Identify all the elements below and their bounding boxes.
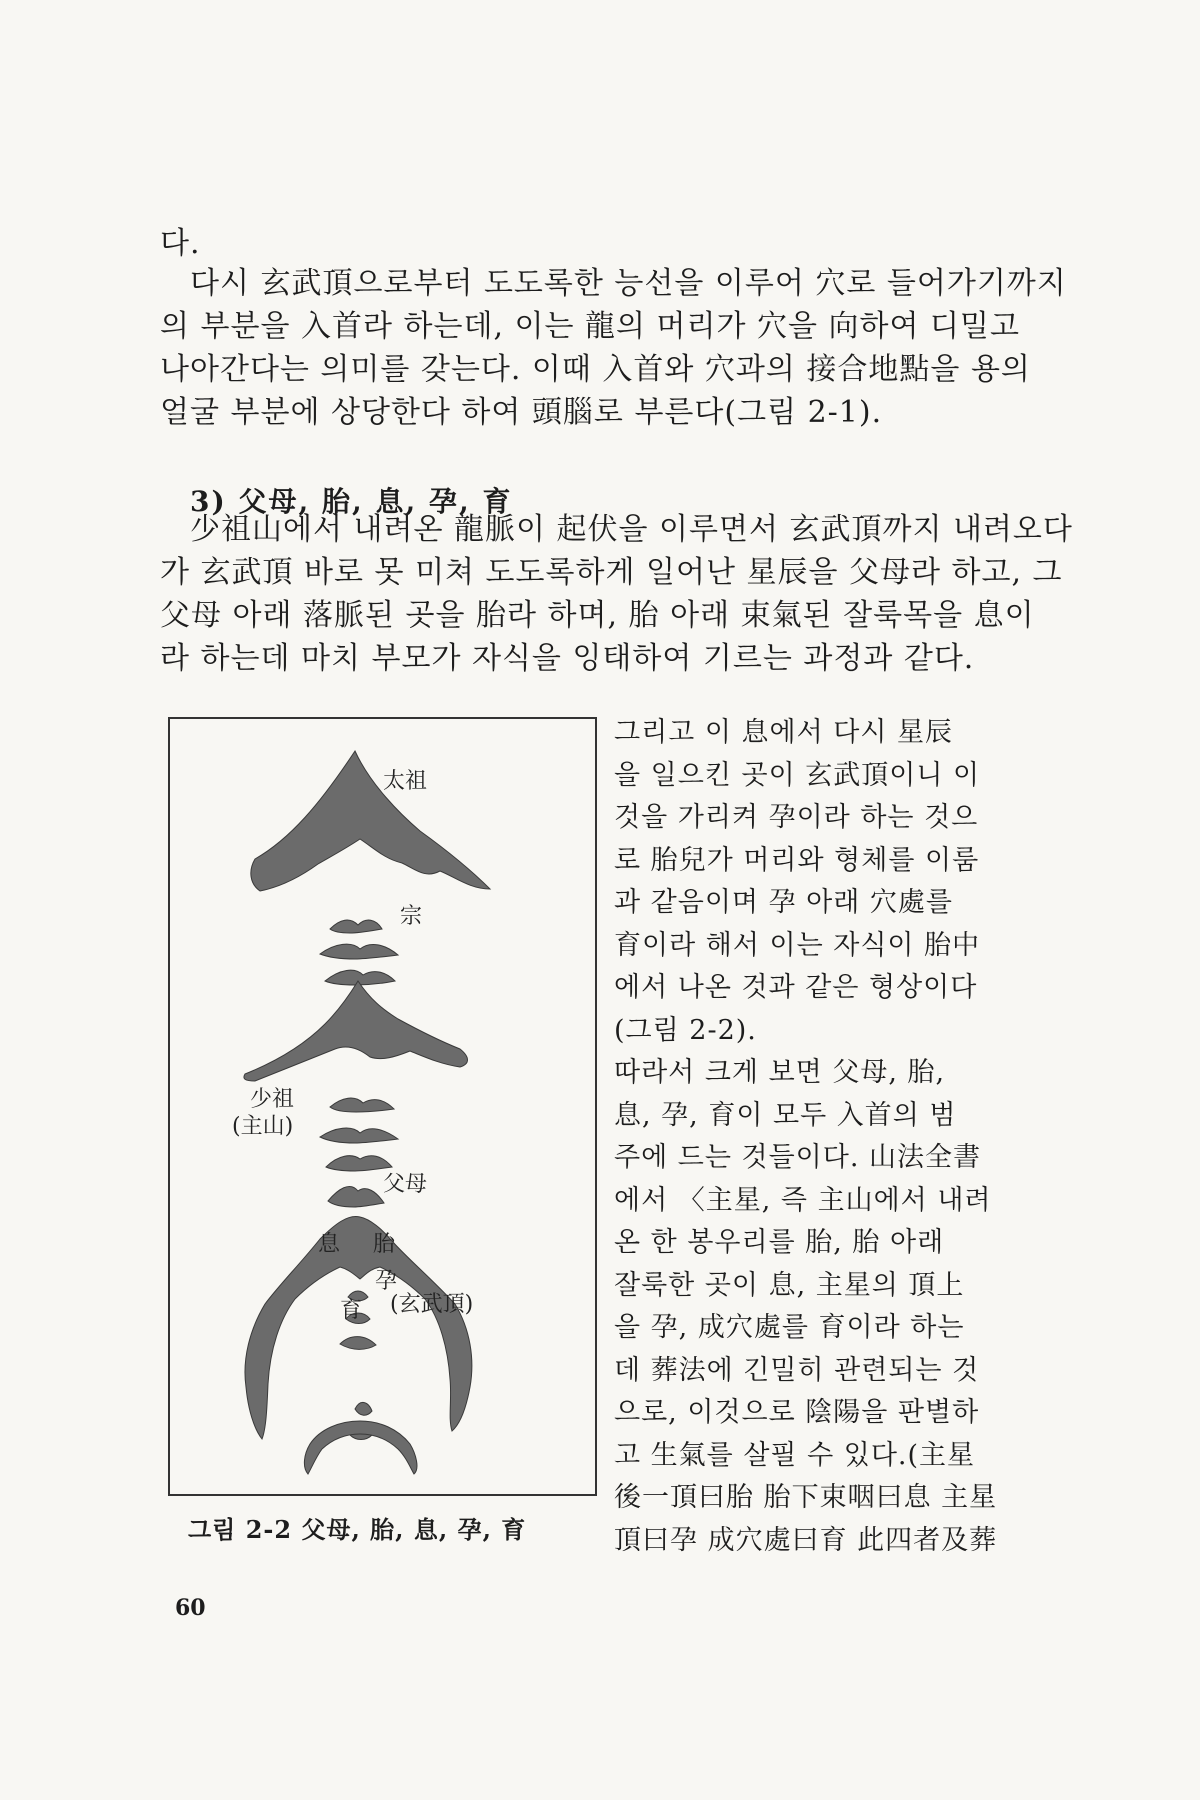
paragraph-1 bbox=[160, 262, 1067, 434]
text-line: 그리고 이 息에서 다시 星辰 bbox=[614, 717, 953, 748]
taejo-peak bbox=[251, 751, 490, 891]
paragraph-2 bbox=[160, 508, 1073, 680]
figure-caption: 그림 2-2 父母, 胎, 息, 孕, 育 bbox=[188, 1515, 527, 1544]
text-line: 後一頂曰胎 胎下束咽曰息 主星 bbox=[614, 1482, 998, 1513]
text-line: 少祖山에서 내려온 龍脈이 起伏을 이루면서 玄武頂까지 내려오다 bbox=[190, 512, 1073, 547]
text-line: 라 하는데 마치 부모가 자식을 잉태하여 기르는 과정과 같다. bbox=[160, 641, 975, 676]
label-ing: 孕 bbox=[375, 1269, 398, 1294]
text-line: 다. bbox=[160, 226, 201, 261]
text-line: 에서 나온 것과 같은 형상이다 bbox=[614, 972, 978, 1003]
stack-4 bbox=[330, 1098, 394, 1112]
tae-node bbox=[355, 1402, 372, 1415]
yuk-wishbone bbox=[304, 1421, 417, 1474]
text-line: 의 부분을 入首라 하는데, 이는 龍의 머리가 穴을 向하여 디밀고 bbox=[160, 309, 1020, 344]
jong-peak bbox=[244, 981, 468, 1081]
label-yuk: 育 bbox=[340, 1298, 363, 1323]
text-line: 나아간다는 의미를 갖는다. 이때 入首와 穴과의 接合地點을 용의 bbox=[160, 352, 1031, 387]
label-sojo-1: 少祖 bbox=[250, 1087, 295, 1112]
label-sik: 息 bbox=[318, 1232, 341, 1257]
text-line: 을 일으킨 곳이 玄武頂이니 이 bbox=[614, 759, 981, 791]
stack-1 bbox=[330, 920, 382, 933]
text-line: 따라서 크게 보면 父母, 胎, bbox=[614, 1057, 946, 1088]
text-line: 주에 드는 것들이다. 山法全書 bbox=[614, 1142, 981, 1173]
top-fragment bbox=[160, 222, 1000, 265]
text-line: 가 玄武頂 바로 못 미쳐 도도록하게 일어난 星辰을 父母라 하고, 그 bbox=[160, 555, 1063, 590]
text-line: 얼굴 부분에 상당한다 하여 頭腦로 부른다(그림 2-1). bbox=[160, 395, 883, 430]
text-line: 온 한 봉우리를 胎, 胎 아래 bbox=[614, 1227, 945, 1258]
section-heading: 3) 父母, 胎, 息, 孕, 育 bbox=[190, 485, 513, 518]
mountain-lineage-diagram bbox=[170, 719, 595, 1494]
stack-2 bbox=[320, 944, 398, 959]
text-line: 것을 가리켜 孕이라 하는 것으 bbox=[614, 802, 979, 833]
text-line: 다시 玄武頂으로부터 도도록한 능선을 이루어 穴로 들어가기까지 bbox=[190, 266, 1067, 301]
stack-3 bbox=[325, 970, 395, 985]
stack-7 bbox=[328, 1186, 384, 1207]
label-jong: 宗 bbox=[400, 904, 423, 929]
label-taejo: 太祖 bbox=[383, 769, 428, 794]
text-line: 父母 아래 落脈된 곳을 胎라 하며, 胎 아래 束氣된 잘룩목을 息이 bbox=[160, 598, 1035, 633]
label-sojo-2: (主山) bbox=[232, 1114, 294, 1139]
text-line: 息, 孕, 育이 모두 入首의 범 bbox=[614, 1099, 957, 1131]
text-line: 로 胎兒가 머리와 형체를 이룸 bbox=[614, 844, 980, 876]
label-tae: 胎 bbox=[373, 1232, 396, 1257]
text-line: 育이라 해서 이는 자식이 胎中 bbox=[614, 929, 981, 961]
text-line: 데 葬法에 긴밀히 관련되는 것 bbox=[614, 1354, 980, 1386]
text-line: (그림 2-2). bbox=[614, 1014, 757, 1046]
text-line: 에서 〈主星, 즉 主山에서 내려 bbox=[614, 1184, 992, 1216]
center-node-2 bbox=[340, 1337, 376, 1350]
text-line: 頂曰孕 成穴處曰育 此四者及葬 bbox=[614, 1524, 998, 1556]
text-line: 을 孕, 成穴處를 育이라 하는 bbox=[614, 1312, 965, 1343]
text-line: 으로, 이것으로 陰陽을 판별하 bbox=[614, 1397, 980, 1428]
text-line: 고 生氣를 살필 수 있다.(主星 bbox=[614, 1439, 976, 1471]
figure-2-2 bbox=[168, 717, 597, 1496]
label-hyeonmu: (玄武頂) bbox=[390, 1292, 474, 1317]
stack-5 bbox=[320, 1128, 398, 1143]
right-column-text bbox=[614, 712, 1014, 1562]
text-line: 과 같음이며 孕 아래 穴處를 bbox=[614, 887, 953, 918]
page-number: 60 bbox=[175, 1595, 206, 1621]
label-bumo: 父母 bbox=[383, 1172, 428, 1197]
text-line: 잘룩한 곳이 息, 主星의 頂上 bbox=[614, 1269, 965, 1301]
